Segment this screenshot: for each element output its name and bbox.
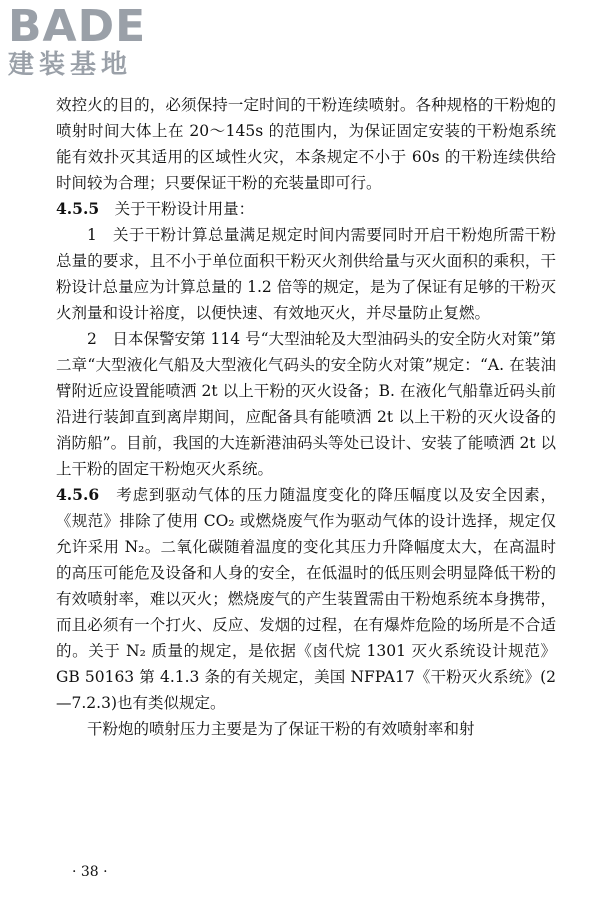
watermark-subtitle: 建装基地	[8, 50, 133, 80]
watermark-logo	[8, 1, 178, 80]
document-body	[56, 92, 556, 742]
clause-number: 4.5.5	[56, 199, 100, 218]
paragraph-item-1: 1 关于干粉计算总量满足规定时间内需要同时开启干粉炮所需干粉总量的要求，且不小于单位面积干粉灭火剂供给量与灭火面积的乘积，干粉设计总量应为计算总量的 1.2 倍等的规定，是为了保证有足够的干粉灭火剂量和设计裕度，以便快速、有效地灭火，并尽量防止复燃。	[56, 226, 556, 322]
clause-number: 4.5.6	[56, 485, 100, 504]
clause-text: 考虑到驱动气体的压力随温度变化的降压幅度以及安全因素，《规范》排除了使用 CO₂ 或燃烧废气作为驱动气体的设计选择，规定仅允许采用 N₂。二氧化碳随着温度的变化其压力升降幅度太大，在高温时的高压可能危及设备和人身的安全，在低温时的低压则会明显降低干粉的有效喷射率，难以灭火；燃烧废气的产生装置需由干粉炮系统本身携带，而且必须有一个打火、反应、发烟的过程，在有爆炸危险的场所是不合适的。关于 N₂ 质量的规定，是依据《卤代烷 1301 灭火系统设计规范》GB 50163 第 4.1.3 条的有关规定，美国 NFPA17《干粉灭火系统》(2—7.2.3)也有类似规定。	[56, 486, 556, 712]
clause-4-5-5	[56, 196, 556, 222]
clause-text: 关于干粉设计用量：	[114, 200, 255, 218]
page-number: · 38 ·	[72, 864, 108, 880]
paragraph-item-2: 2 日本保警安第 114 号“大型油轮及大型油码头的安全防火对策”第二章“大型液化气船及大型液化气码头的安全防火对策”规定：“A. 在装油臂附近应设置能喷洒 2t 以上干粉的灭火设备；B. 在液化气船靠近码头前沿进行装卸直到离岸期间，应配备具有能喷洒 2t 以上干粉的灭火设备的消防船”。目前，我国的大连新港油码头等处已设计、安装了能喷洒 2t 以上干粉的固定干粉炮灭火系统。	[56, 330, 556, 478]
paragraph-continuation: 效控火的目的，必须保持一定时间的干粉连续喷射。各种规格的干粉炮的喷射时间大体上在 20～145s 的范围内，为保证固定安装的干粉炮系统能有效扑灭其适用的区域性火灾，本条规定不小于 60s 的干粉连续供给时间较为合理；只要保证干粉的充装量即可行。	[56, 96, 556, 192]
watermark-brand: BADE	[8, 1, 147, 52]
clause-4-5-6	[56, 482, 556, 716]
paragraph-final: 干粉炮的喷射压力主要是为了保证干粉的有效喷射率和射	[87, 720, 475, 738]
